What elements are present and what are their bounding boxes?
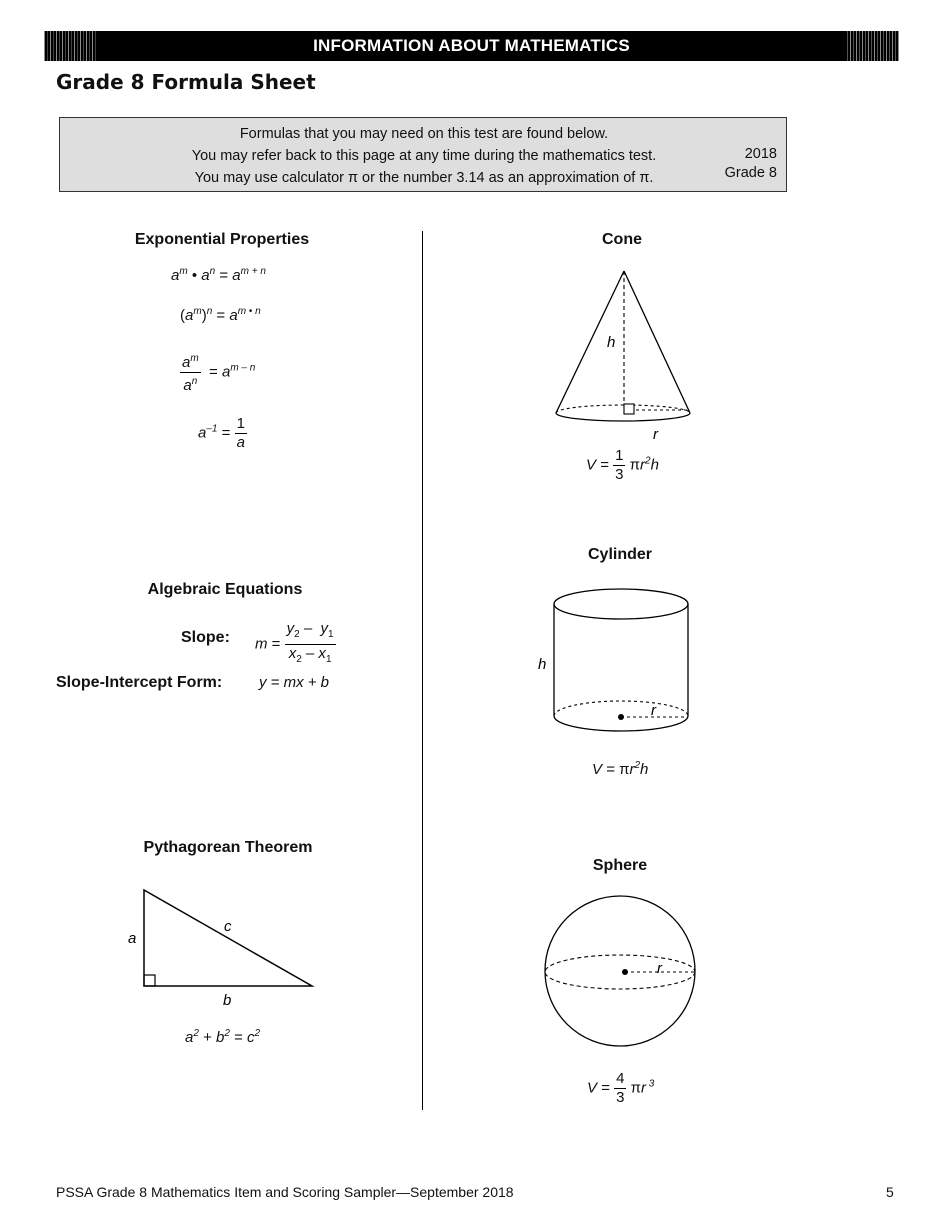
pythagorean-heading: Pythagorean Theorem <box>143 839 313 856</box>
notice-line-3: You may use calculator π or the number 3.14 as an approximation of π. <box>194 170 654 186</box>
cone-right-angle <box>624 404 634 414</box>
notice-grade: Grade 8 <box>724 165 777 181</box>
cylinder-top <box>554 589 688 619</box>
cone-figure <box>550 265 695 445</box>
slope-intercept-formula: y = mx + b <box>259 674 330 691</box>
sphere-figure <box>540 893 700 1053</box>
cylinder-label-h: h <box>538 656 547 673</box>
exponent-product-rule: $a^m$ • $a^n = a^{m + n}$ <box>171 266 266 284</box>
cone-base-back <box>556 405 690 413</box>
right-triangle-figure <box>120 885 320 1010</box>
banner-title: INFORMATION ABOUT MATHEMATICS <box>313 36 630 55</box>
sphere-heading: Sphere <box>592 857 648 874</box>
exponent-quotient-rule: $\frac{a^m}{a^n}$ = $a^{m - n}$ <box>180 350 255 395</box>
sphere-outline <box>545 896 695 1046</box>
cylinder-volume-formula: $V = \pi r^2h$ <box>592 760 649 778</box>
triangle-side-b: b <box>223 992 232 1009</box>
triangle-outline <box>144 890 312 986</box>
banner-texture-left <box>44 31 98 61</box>
exponent-power-rule: $(a^m)^n = a^{m • n}$ <box>180 306 261 324</box>
notice-line-2: You may refer back to this page at any time during the mathematics test. <box>191 148 657 164</box>
notice-box <box>59 117 787 192</box>
algebraic-heading: Algebraic Equations <box>147 581 303 598</box>
column-divider <box>422 231 423 1110</box>
notice-year: 2018 <box>744 146 777 162</box>
exponential-heading: Exponential Properties <box>134 231 310 248</box>
cone-volume-formula: V = $\frac{1}{3}$ $\pi r^2h$ <box>586 447 659 483</box>
right-angle-marker <box>144 975 155 986</box>
footer-source: PSSA Grade 8 Mathematics Item and Scoring Sampler—September 2018 <box>56 1184 514 1200</box>
cylinder-label-r: r <box>651 702 656 719</box>
cone-label-r: r <box>653 426 658 443</box>
section-banner <box>44 31 899 61</box>
notice-stamp <box>725 145 777 183</box>
cone-label-h: h <box>607 334 616 351</box>
slope-label: Slope: <box>181 629 230 646</box>
cylinder-base-back <box>554 701 688 716</box>
sphere-label-r: r <box>657 960 662 977</box>
cone-edge-right <box>624 271 690 413</box>
cone-heading: Cone <box>602 231 642 248</box>
notice-line-1: Formulas that you may need on this test are found below. <box>239 126 609 142</box>
pythagorean-formula: $a^2 + b^2 = c^2$ <box>185 1028 261 1046</box>
cylinder-heading: Cylinder <box>587 546 652 563</box>
page-number: 5 <box>886 1184 894 1200</box>
slope-formula: m = $\frac{y_2 - y_1}{x_2 - x_1}$ <box>255 620 334 665</box>
triangle-side-a: a <box>128 930 137 947</box>
banner-texture-right <box>845 31 899 61</box>
cylinder-figure <box>535 585 695 745</box>
page-title: Grade 8 Formula Sheet <box>56 70 316 94</box>
triangle-side-c: c <box>224 918 232 935</box>
sphere-volume-formula: V = $\frac{4}{3}$ πr $^3$ <box>587 1070 655 1106</box>
sphere-equator <box>545 955 695 989</box>
slope-intercept-label: Slope-Intercept Form: <box>56 674 223 691</box>
exponent-negative-rule: $a^{-1}$ = $\frac{1}{a}$ <box>198 415 245 451</box>
cone-base-front <box>556 413 690 421</box>
